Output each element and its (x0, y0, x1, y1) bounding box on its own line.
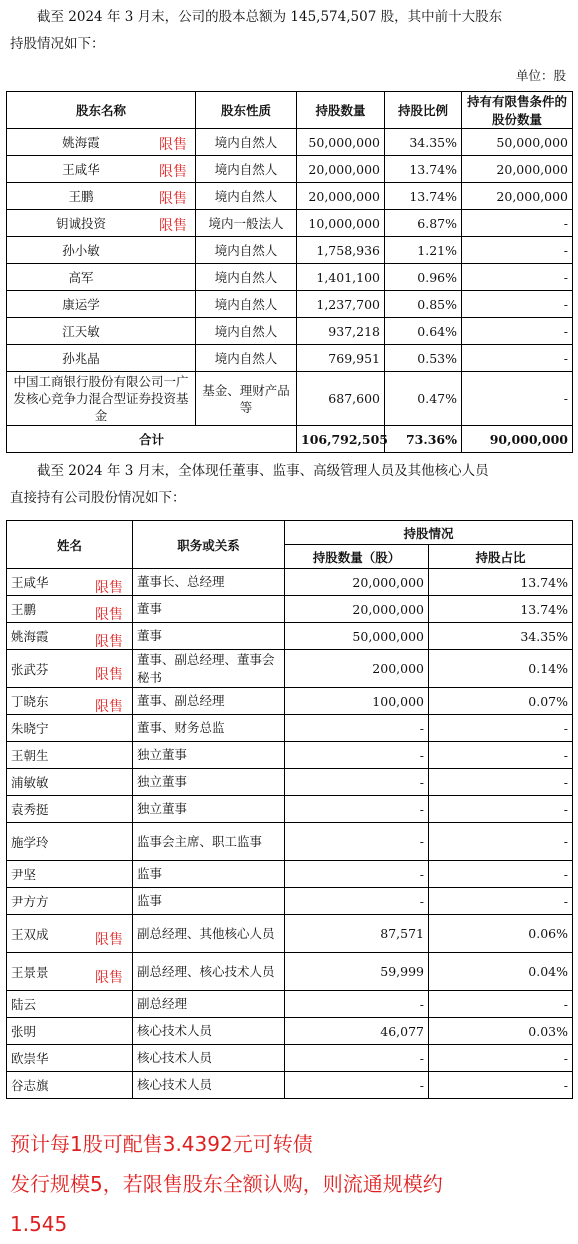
share-count: - (285, 991, 429, 1018)
share-ratio: 0.85% (385, 291, 462, 318)
restricted-count: - (462, 372, 573, 426)
share-count: - (285, 1045, 429, 1072)
person-name: 袁秀挺 (11, 802, 49, 817)
restricted-tag: 限售 (159, 218, 187, 234)
person-role: 独立董事 (133, 742, 285, 769)
share-ratio: 6.87% (385, 210, 462, 237)
note-line-1: 预计每1股可配售3.4392元可转债 (10, 1132, 313, 1156)
share-count: 10,000,000 (297, 210, 385, 237)
person-name: 浦敏敏 (11, 775, 49, 790)
table-row (7, 318, 573, 345)
person-name-cell (7, 991, 133, 1018)
shareholder-name-cell (7, 237, 196, 264)
restricted-count: - (462, 318, 573, 345)
shareholder-name: 中国工商银行股份有限公司一广发核心竞争力混合型证券投资基金 (13, 374, 189, 423)
header-restricted: 持有有限售条件的股份数量 (462, 92, 573, 129)
table-row (7, 183, 573, 210)
total-label: 合计 (7, 426, 297, 453)
restricted-count: - (462, 210, 573, 237)
share-count: - (285, 823, 429, 861)
person-name-cell (7, 1072, 133, 1099)
table-row (7, 156, 573, 183)
share-ratio: - (429, 715, 573, 742)
share-ratio: 0.06% (429, 915, 573, 953)
person-name-cell (7, 823, 133, 861)
header-share-ratio: 持股占比 (429, 545, 573, 569)
shareholder-name: 江天敏 (62, 324, 100, 339)
share-ratio: - (429, 823, 573, 861)
shareholder-name-cell (7, 183, 196, 210)
table-row (7, 1018, 573, 1045)
restricted-count: 20,000,000 (462, 183, 573, 210)
restricted-count: 20,000,000 (462, 156, 573, 183)
annotation-note (10, 1124, 570, 1244)
table-row (7, 715, 573, 742)
total-row (7, 426, 573, 453)
shareholder-name: 钥诚投资 (55, 216, 106, 231)
table-row (7, 264, 573, 291)
shareholder-nature: 境内自然人 (196, 264, 297, 291)
intro2-line-1: 截至 2024 年 3 月末，全体现任董事、监事、高级管理人员及其他核心人员 (37, 463, 489, 479)
share-count: - (285, 715, 429, 742)
intro-line-2: 持股情况如下： (10, 36, 105, 52)
share-ratio: 0.04% (429, 953, 573, 991)
table-row (7, 345, 573, 372)
person-name-cell (7, 688, 133, 715)
shareholder-nature: 境内自然人 (196, 291, 297, 318)
share-count: 20,000,000 (285, 596, 429, 623)
restricted-count: - (462, 237, 573, 264)
share-count: - (285, 1072, 429, 1099)
person-role: 董事长、总经理 (133, 569, 285, 596)
table-row (7, 650, 573, 688)
unit-label: 单位：股 (515, 68, 566, 83)
person-role: 独立董事 (133, 796, 285, 823)
share-count: 1,758,936 (297, 237, 385, 264)
header-shares: 持股数量 (297, 92, 385, 129)
share-ratio: - (429, 1045, 573, 1072)
person-name-cell (7, 953, 133, 991)
person-role: 监事会主席、职工监事 (133, 823, 285, 861)
restricted-count: - (462, 345, 573, 372)
share-count: 100,000 (285, 688, 429, 715)
restricted-count: - (462, 264, 573, 291)
share-count: 20,000,000 (297, 156, 385, 183)
person-role: 副总经理、其他核心人员 (133, 915, 285, 953)
share-ratio: - (429, 769, 573, 796)
share-ratio: - (429, 991, 573, 1018)
person-name: 张明 (11, 1024, 37, 1039)
person-name: 尹方方 (11, 894, 49, 909)
table-row (7, 291, 573, 318)
table-row (7, 1072, 573, 1099)
share-ratio: 34.35% (385, 129, 462, 156)
shareholder-name: 姚海霞 (62, 135, 100, 150)
person-name: 王鹏 (11, 602, 37, 617)
share-ratio: 13.74% (385, 183, 462, 210)
table-row (7, 742, 573, 769)
person-name: 尹坚 (11, 867, 37, 882)
share-count: 46,077 (285, 1018, 429, 1045)
person-name-cell (7, 569, 133, 596)
person-role: 核心技术人员 (133, 1072, 285, 1099)
table-row (7, 861, 573, 888)
person-name: 朱晓宁 (11, 721, 49, 736)
person-role: 董事、副总经理 (133, 688, 285, 715)
person-name: 王朝生 (11, 748, 49, 763)
person-name-cell (7, 769, 133, 796)
shareholder-nature: 境内一般法人 (196, 210, 297, 237)
share-ratio: - (429, 796, 573, 823)
table-row (7, 1045, 573, 1072)
person-role: 副总经理、核心技术人员 (133, 953, 285, 991)
person-name-cell (7, 742, 133, 769)
restricted-tag: 限售 (159, 164, 187, 180)
person-name-cell (7, 596, 133, 623)
restricted-tag: 限售 (95, 970, 123, 987)
share-ratio: 0.64% (385, 318, 462, 345)
share-ratio: 0.96% (385, 264, 462, 291)
person-role: 监事 (133, 861, 285, 888)
table-row (7, 372, 573, 426)
person-role: 董事、副总经理、董事会秘书 (133, 650, 285, 688)
share-count: - (285, 861, 429, 888)
share-count: - (285, 796, 429, 823)
directors-holdings-table (6, 520, 573, 1099)
person-role: 监事 (133, 888, 285, 915)
shareholder-name-cell (7, 318, 196, 345)
restricted-tag: 限售 (95, 606, 123, 623)
header-shareholder-name: 股东名称 (7, 92, 196, 129)
shareholder-name-cell (7, 291, 196, 318)
share-ratio: - (429, 861, 573, 888)
person-name-cell (7, 915, 133, 953)
share-ratio: 0.47% (385, 372, 462, 426)
restricted-count: - (462, 291, 573, 318)
shareholder-nature: 境内自然人 (196, 345, 297, 372)
share-ratio: 34.35% (429, 623, 573, 650)
shareholder-nature: 境内自然人 (196, 129, 297, 156)
share-count: 200,000 (285, 650, 429, 688)
shareholder-nature: 基金、理财产品等 (196, 372, 297, 426)
person-name: 王咸华 (11, 575, 49, 590)
share-ratio: 0.07% (429, 688, 573, 715)
table-row (7, 623, 573, 650)
share-ratio: 0.53% (385, 345, 462, 372)
table-row (7, 953, 573, 991)
share-count: 687,600 (297, 372, 385, 426)
shareholder-name-cell (7, 129, 196, 156)
shareholder-nature: 境内自然人 (196, 156, 297, 183)
table-row (7, 915, 573, 953)
table-row (7, 688, 573, 715)
person-name-cell (7, 796, 133, 823)
person-name: 施学玲 (11, 834, 49, 850)
table-row (7, 769, 573, 796)
shareholder-name-cell (7, 345, 196, 372)
table-row (7, 237, 573, 264)
share-count: 20,000,000 (297, 183, 385, 210)
table-row (7, 888, 573, 915)
person-name-cell (7, 650, 133, 688)
person-role: 独立董事 (133, 769, 285, 796)
shareholder-nature: 境内自然人 (196, 183, 297, 210)
table-row (7, 991, 573, 1018)
person-name: 王双成 (11, 926, 49, 942)
share-ratio: 13.74% (385, 156, 462, 183)
shareholder-name: 孙兆晶 (62, 351, 100, 366)
share-count: 50,000,000 (297, 129, 385, 156)
shareholder-name-cell (7, 156, 196, 183)
table-row (7, 796, 573, 823)
table-row (7, 210, 573, 237)
restricted-tag: 限售 (159, 137, 187, 153)
share-count: 769,951 (297, 345, 385, 372)
share-count: - (285, 769, 429, 796)
shareholder-name-cell (7, 210, 196, 237)
share-count: 20,000,000 (285, 569, 429, 596)
person-name: 欧崇华 (11, 1051, 49, 1066)
share-count: 1,237,700 (297, 291, 385, 318)
person-role: 董事 (133, 596, 285, 623)
person-role: 副总经理 (133, 991, 285, 1018)
share-count: - (285, 888, 429, 915)
share-ratio: - (429, 742, 573, 769)
intro-paragraph-1 (10, 4, 570, 58)
share-count: 87,571 (285, 915, 429, 953)
header-ratio: 持股比例 (385, 92, 462, 129)
shareholder-name: 孙小敏 (62, 243, 100, 258)
shareholder-name: 王咸华 (62, 162, 100, 177)
note-line-3: 1.545 (10, 1212, 68, 1236)
person-name: 张武芬 (11, 661, 49, 677)
share-count: 50,000,000 (285, 623, 429, 650)
table-row (7, 129, 573, 156)
share-ratio: 13.74% (429, 596, 573, 623)
table-row (7, 823, 573, 861)
share-ratio: - (429, 1072, 573, 1099)
share-count: 59,999 (285, 953, 429, 991)
person-name-cell (7, 623, 133, 650)
person-name: 丁晓东 (11, 694, 49, 709)
person-name: 姚海霞 (11, 629, 49, 644)
person-name-cell (7, 1045, 133, 1072)
restricted-tag: 限售 (95, 633, 123, 650)
share-ratio: 0.14% (429, 650, 573, 688)
table-row (7, 596, 573, 623)
share-count: 937,218 (297, 318, 385, 345)
person-name: 陆云 (11, 997, 37, 1012)
person-name: 王景景 (11, 964, 49, 980)
shareholder-name: 康运学 (62, 297, 100, 312)
restricted-tag: 限售 (95, 667, 123, 684)
person-role: 核心技术人员 (133, 1018, 285, 1045)
restricted-tag: 限售 (95, 579, 123, 596)
person-role: 董事、财务总监 (133, 715, 285, 742)
share-count: 1,401,100 (297, 264, 385, 291)
header-name: 姓名 (7, 521, 133, 569)
header-role: 职务或关系 (133, 521, 285, 569)
header-holding-group: 持股情况 (285, 521, 573, 545)
share-count: - (285, 742, 429, 769)
shareholder-name: 王鹏 (68, 189, 94, 204)
person-name-cell (7, 1018, 133, 1045)
header-nature: 股东性质 (196, 92, 297, 129)
shareholder-name-cell (7, 264, 196, 291)
top-ten-shareholders-table (6, 91, 573, 453)
person-name-cell (7, 861, 133, 888)
person-name-cell (7, 888, 133, 915)
restricted-count: 50,000,000 (462, 129, 573, 156)
table-row (7, 569, 573, 596)
share-ratio: - (429, 888, 573, 915)
total-restricted: 90,000,000 (462, 426, 573, 453)
share-ratio: 13.74% (429, 569, 573, 596)
person-name: 谷志旗 (11, 1078, 49, 1093)
restricted-tag: 限售 (159, 191, 187, 207)
intro-line-1: 截至 2024 年 3 月末，公司的股本总额为 145,574,507 股，其中前十大股东 (37, 9, 503, 25)
shareholder-name-cell (7, 372, 196, 426)
shareholder-name: 高军 (68, 270, 94, 285)
shareholder-nature: 境内自然人 (196, 318, 297, 345)
restricted-tag: 限售 (95, 932, 123, 949)
intro-paragraph-2 (10, 458, 570, 512)
note-line-2: 发行规模5，若限售股东全额认购，则流通规模约 (10, 1172, 443, 1196)
restricted-tag: 限售 (95, 698, 123, 715)
share-ratio: 0.03% (429, 1018, 573, 1045)
header-share-count: 持股数量（股） (285, 545, 429, 569)
intro2-line-2: 直接持有公司股份情况如下： (10, 490, 186, 506)
person-role: 董事 (133, 623, 285, 650)
person-role: 核心技术人员 (133, 1045, 285, 1072)
total-ratio: 73.36% (385, 426, 462, 453)
share-ratio: 1.21% (385, 237, 462, 264)
total-shares: 106,792,505 (297, 426, 385, 453)
shareholder-nature: 境内自然人 (196, 237, 297, 264)
person-name-cell (7, 715, 133, 742)
